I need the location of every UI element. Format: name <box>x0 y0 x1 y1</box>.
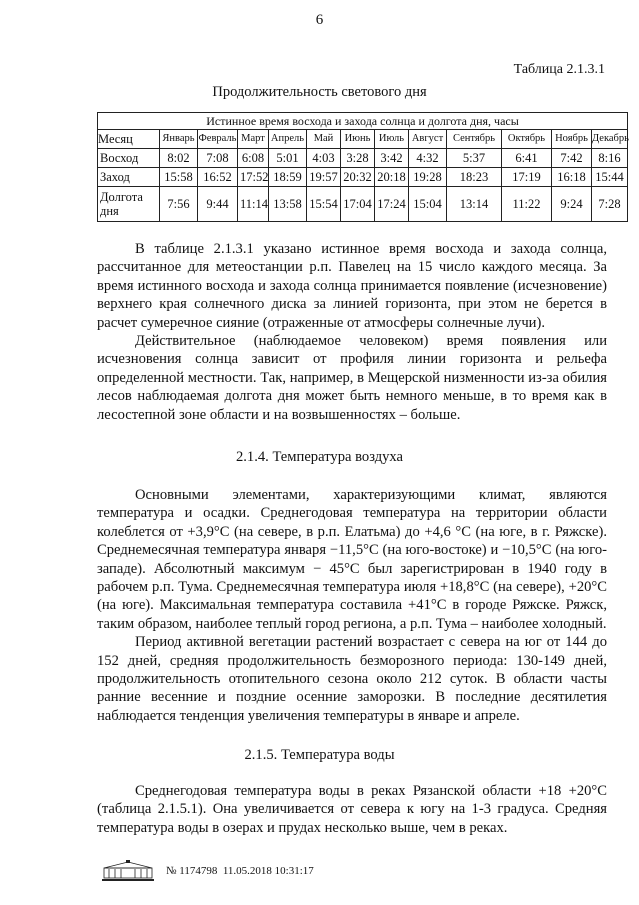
table-cell: 9:24 <box>552 187 592 222</box>
column-header-month: Месяц <box>98 130 160 149</box>
column-header: Сентябрь <box>447 130 502 149</box>
table-title: Продолжительность светового дня <box>212 84 427 100</box>
table-cell: 11:22 <box>502 187 552 222</box>
daylight-table <box>97 112 628 222</box>
table-cell: 19:57 <box>307 168 341 187</box>
table-cell: 15:44 <box>592 168 628 187</box>
table-cell: 17:04 <box>341 187 375 222</box>
column-header: Май <box>307 130 341 149</box>
paragraph-observed-time: Действительное (наблюдаемое человеком) время появления или исчезновения солнца зависит от профиля линии горизонта и рельефа определенной местности. Так, например, в Мещерской низменности из-за обилия лесов наблюдаемая долгота дня может быть немного меньше, в то время как в лесостепной зоне области и на возвышенностях – больше. <box>97 333 607 423</box>
footer-doc-number: № 1174798 <box>166 865 218 877</box>
table-cell: 7:56 <box>160 187 198 222</box>
table-row <box>98 149 628 168</box>
table-cell: 8:02 <box>160 149 198 168</box>
government-building-icon <box>100 860 156 882</box>
column-header: Июнь <box>341 130 375 149</box>
row-label: Долгота дня <box>98 187 160 222</box>
table-header-row <box>98 130 628 149</box>
column-header: Январь <box>160 130 198 149</box>
column-header: Декабрь <box>592 130 628 149</box>
paragraph-air-temperature: Основными элементами, характеризующими климат, являются температура и осадки. Среднегодовая температура на территории области колеблется от +3,9°С (на севере, в р.п. Елатьма) до +4,6 °С (на юге, в г. Ряжске). Среднемесячная температура января −11,5°С (на юго-востоке) и −10,5°С (на юго-западе). Абсолютный максимум − 45°С был зарегистрирован в 1940 году в рабочем р.п. Тума. Среднемесячная температура июля +18,8°С (на севере), +20°С (на юге). Максимальная температура составила +41°С в городе Ряжске. Ряжск, таким образом, наиболее теплый город региона, а р.п. Тума – наиболее холодный. Период активной вегетации растений возрастает с севера на юг от 144 до 152 дней, средняя продолжительность безморозного периода: 130-149 дней, продолжительность отопительного сезона около 212 суток. В области часты ранние весенние и поздние осенние заморозки. В последние десятилетия наблюдается тенденция увеличения температуры в январе и апреле. <box>97 487 607 724</box>
table-cell: 18:59 <box>269 168 307 187</box>
table-cell: 3:28 <box>341 149 375 168</box>
footer-datetime: 11.05.2018 10:31:17 <box>222 865 314 877</box>
table-cell: 4:03 <box>307 149 341 168</box>
footer-registration <box>166 865 314 877</box>
table-cell: 7:28 <box>592 187 628 222</box>
column-header: Февраль <box>198 130 238 149</box>
table-cell: 3:42 <box>375 149 409 168</box>
table-cell: 11:14 <box>238 187 269 222</box>
column-header: Март <box>238 130 269 149</box>
table-cell: 13:58 <box>269 187 307 222</box>
table-cell: 15:58 <box>160 168 198 187</box>
table-cell: 13:14 <box>447 187 502 222</box>
table-cell: 6:41 <box>502 149 552 168</box>
table-cell: 18:23 <box>447 168 502 187</box>
table-cell: 16:52 <box>198 168 238 187</box>
table-row <box>98 168 628 187</box>
column-header: Июль <box>375 130 409 149</box>
page-number: 6 <box>315 12 324 28</box>
table-caption: Истинное время восхода и захода солнца и долгота дня, часы <box>98 113 628 130</box>
column-header: Ноябрь <box>552 130 592 149</box>
paragraph-vegetation-period: Период активной вегетации растений возрастает с севера на юг от 144 до 152 дней, средняя продолжительность безморозного периода: 130-149 дней, продолжительность отопительного сезона около 212 суток. В области часты ранние весенние и поздние осенние заморозки. В последние десятилетия наблюдается тенденция увеличения температуры в январе и апреле. <box>97 634 607 724</box>
table-row <box>98 187 628 222</box>
table-cell: 15:04 <box>409 187 447 222</box>
table-cell: 4:32 <box>409 149 447 168</box>
table-cell: 19:28 <box>409 168 447 187</box>
section-heading-water-temperature: 2.1.5. Температура воды <box>244 747 395 763</box>
table-reference: Таблица 2.1.3.1 <box>513 62 605 77</box>
table-cell: 20:32 <box>341 168 375 187</box>
table-cell: 17:52 <box>238 168 269 187</box>
table-cell: 7:42 <box>552 149 592 168</box>
column-header: Апрель <box>269 130 307 149</box>
table-cell: 8:16 <box>592 149 628 168</box>
column-header: Октябрь <box>502 130 552 149</box>
paragraph-sunrise-note: В таблице 2.1.3.1 указано истинное время восхода и захода солнца, рассчитанное для метеостанции р.п. Павелец на 15 число каждого месяца. За время истинного восхода и захода солнца принимается появление (исчезновение) верхнего края солнечного диска за линией горизонта, при этом не берется в расчет сумеречное сияние (отраженные от атмосферы солнечные лучи). Действительное (наблюдаемое человеком) время появления или исчезновения солнца зависит от профиля линии горизонта и рельефа определенной местности. Так, например, в Мещерской низменности из-за обилия лесов наблюдаемая долгота дня может быть немного меньше, в то время как в лесостепной зоне области и на возвышенностях – больше. <box>97 241 607 423</box>
table-cell: 15:54 <box>307 187 341 222</box>
column-header: Август <box>409 130 447 149</box>
table-cell: 20:18 <box>375 168 409 187</box>
table-cell: 7:08 <box>198 149 238 168</box>
table-cell: 5:01 <box>269 149 307 168</box>
table-cell: 17:19 <box>502 168 552 187</box>
row-label: Заход <box>98 168 160 187</box>
table-cell: 17:24 <box>375 187 409 222</box>
table-cell: 16:18 <box>552 168 592 187</box>
section-heading-air-temperature: 2.1.4. Температура воздуха <box>235 449 404 465</box>
paragraph-water-temperature: Среднегодовая температура воды в реках Рязанской области +18 +20°С (таблица 2.1.5.1). Она увеличивается от севера к югу на 1-3 градуса. Средняя температура воды в озерах и прудах несколько выше, чем в реках. <box>97 783 607 836</box>
table-cell: 9:44 <box>198 187 238 222</box>
row-label: Восход <box>98 149 160 168</box>
table-cell: 6:08 <box>238 149 269 168</box>
table-cell: 5:37 <box>447 149 502 168</box>
